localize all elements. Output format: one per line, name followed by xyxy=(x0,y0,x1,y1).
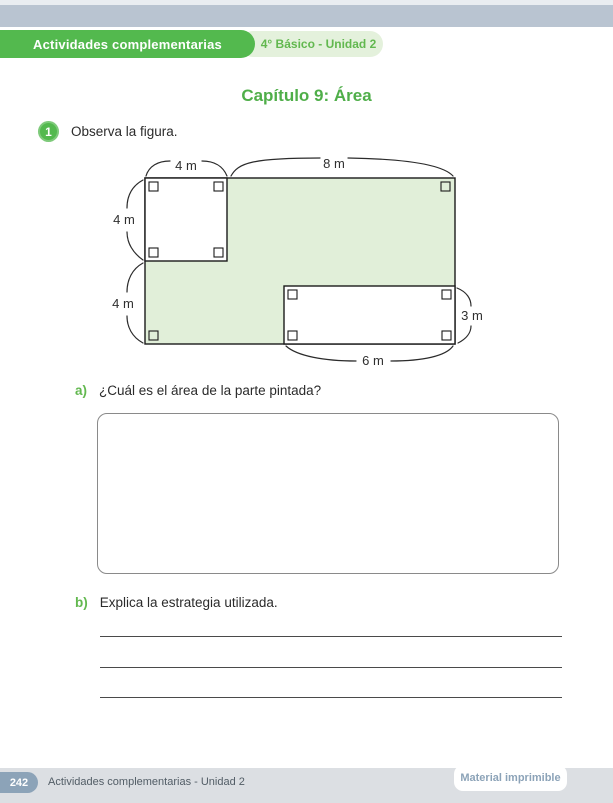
question-a xyxy=(75,383,321,398)
writing-line xyxy=(100,636,562,637)
dim-label-left-lower: 4 m xyxy=(112,296,134,311)
exercise-number: 1 xyxy=(45,124,52,139)
question-b-text: Explica la estrategia utilizada. xyxy=(99,595,278,610)
question-b-label: b) xyxy=(75,595,88,610)
writing-line xyxy=(100,667,562,668)
section-tab xyxy=(0,30,255,58)
dim-label-bottom: 6 m xyxy=(362,353,384,368)
printable-material-label: Material imprimible xyxy=(460,772,561,784)
question-a-text: ¿Cuál es el área de la parte pintada? xyxy=(99,383,322,398)
dim-label-left-upper: 4 m xyxy=(113,212,135,227)
section-tab-label: Actividades complementarias xyxy=(33,36,222,52)
dim-label-square-top: 4 m xyxy=(175,158,197,173)
unit-tab-label: 4° Básico - Unidad 2 xyxy=(260,37,377,51)
question-a-label: a) xyxy=(75,383,88,398)
figure-white-rectangle xyxy=(284,286,455,344)
answer-box xyxy=(97,413,559,574)
dim-label-top-right: 8 m xyxy=(323,156,345,171)
question-b xyxy=(75,595,278,610)
footer-text: Actividades complementarias - Unidad 2 xyxy=(48,776,245,788)
page-number: 242 xyxy=(9,776,29,789)
writing-line xyxy=(100,697,562,698)
unit-tab xyxy=(240,31,383,57)
exercise-instruction: Observa la figura. xyxy=(71,124,178,139)
page-number-badge xyxy=(0,772,38,793)
page-title: Capítulo 9: Área xyxy=(241,86,372,105)
printable-material-badge xyxy=(454,765,567,791)
figure-white-square xyxy=(145,178,227,261)
dim-label-right: 3 m xyxy=(461,308,483,323)
